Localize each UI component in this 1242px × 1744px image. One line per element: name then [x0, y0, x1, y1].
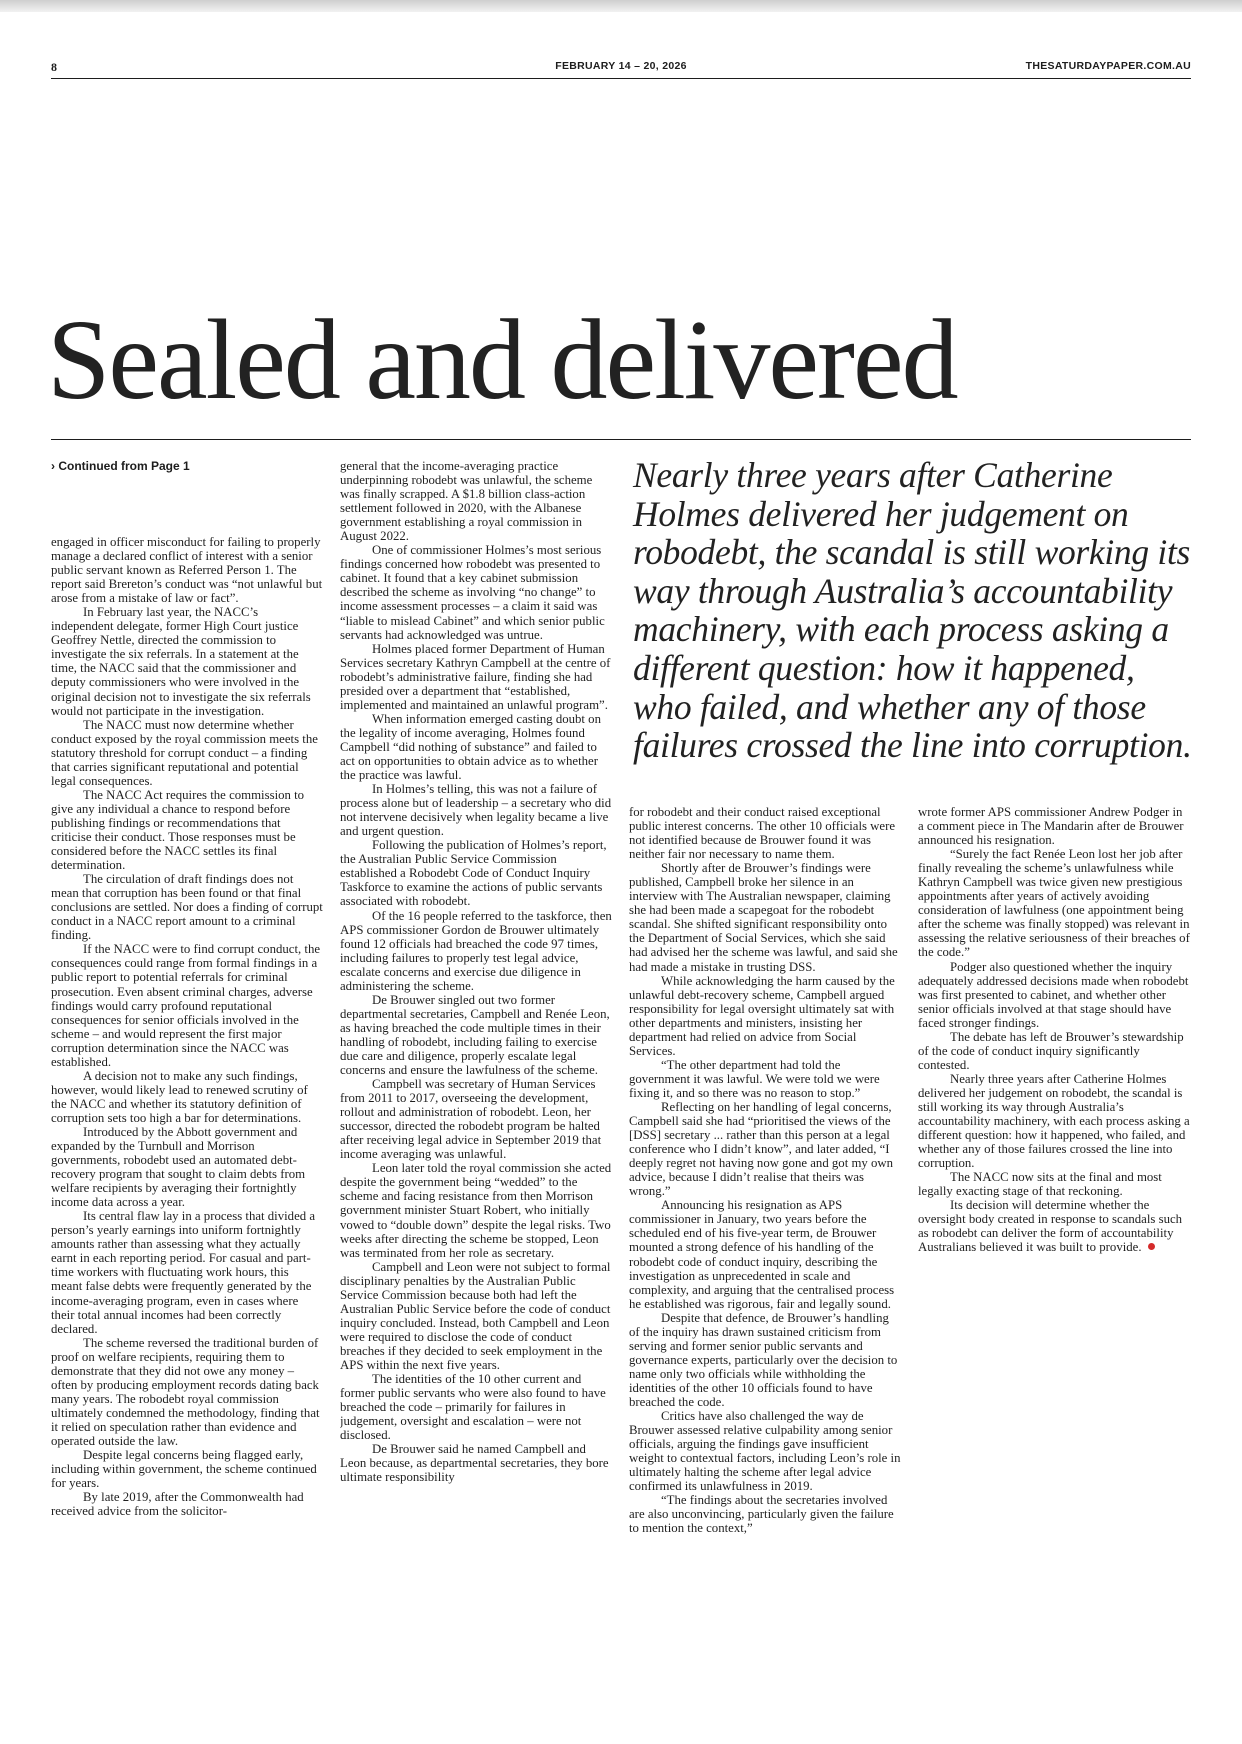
paragraph: Campbell and Leon were not subject to formal disciplinary penalties by the Australian Public Service Commission because both had left the Australian Public Service before the code of conduct inquiry concluded. Instead, both Campbell and Leon were required to disclose the code of conduct breaches if they decided to seek employment in the APS within the next five years.	[340, 1259, 611, 1372]
paragraph: Campbell was secretary of Human Services from 2011 to 2017, overseeing the development, rollout and administration of robodebt. Leon, her successor, directed the robodebt program be halted after receiving legal advice in September 2019 that income averaging was unlawful.	[340, 1077, 602, 1162]
paragraph: Podger also questioned whether the inquiry adequately addressed decisions made when robodebt was first presented to cabinet, and whether other senior officials involved at that stage should have faced stronger findings.	[918, 959, 1189, 1030]
pull-quote: Nearly three years after Catherine Holmes delivered her judgement on robodebt, the scandal is still working its way through Australia’s accountability machinery, with each process asking a different question: how it happened, who failed, and whether any of those failures crossed the line into corruption.	[633, 455, 1192, 766]
site-url[interactable]: THESATURDAYPAPER.COM.AU	[1025, 60, 1191, 72]
paragraph: De Brouwer singled out two former departmental secretaries, Campbell and Renée Leon, as having breached the code multiple times in their handling of robodebt, including failing to exercise due care and diligence, properly escalate legal concerns and ensure the lawfulness of the scheme.	[340, 992, 610, 1078]
paragraph: Holmes placed former Department of Human Services secretary Kathryn Campbell at the centre of robodebt’s administrative failure, finding she had presided over a department that “established, implemented and maintained an unlawful program”.	[340, 641, 611, 712]
paragraph: Announcing his resignation as APS commissioner in January, two years before the scheduled end of his five-year term, de Brouwer mounted a strong defence of his handling of the robodebt code of conduct inquiry, describing the investigation as unprecedented in scale and complexity, and arguing that the centralised process he established was rigorous, fair and legally sound.	[629, 1198, 895, 1311]
article-column-1	[51, 535, 323, 1710]
paragraph: Following the publication of Holmes’s report, the Australian Public Service Commission established a Robodebt Code of Conduct Inquiry Taskforce to examine the actions of public servants associated with robodebt.	[340, 838, 607, 909]
article-column-2	[340, 459, 612, 1710]
page-masthead	[51, 60, 1191, 76]
paragraph: While acknowledging the harm caused by the unlawful debt-recovery scheme, Campbell argued responsibility for legal oversight ultimately sat with other departments and ministers, insisting her department had relied on advice from Social Services.	[629, 973, 895, 1058]
paragraph: If the NACC were to find corrupt conduct, the consequences could range from formal findings in a public report to potential referrals for criminal prosecution. Even absent criminal charges, adverse findings would carry profound reputational consequences for senior officials involved in the scheme – and would represent the first major corruption determination since the NACC was established.	[51, 942, 321, 1069]
paragraph: wrote former APS commissioner Andrew Podger in a comment piece in The Mandarin after de Brouwer announced his resignation.	[918, 805, 1184, 848]
article-column-3	[629, 805, 901, 1710]
paragraph: Its central flaw lay in a process that divided a person’s yearly earnings into uniform fortnightly amounts rather than assessing what they actually earnt in each reporting period. For casual and part-time workers with fluctuating work hours, this meant false debts were frequently generated by the income-averaging program, even in cases where their total annual incomes had been correctly declared.	[51, 1209, 316, 1336]
paragraph: Reflecting on her handling of legal concerns, Campbell said she had “prioritised the views of the [DSS] secretary ... rather than this person at a legal conference who I didn’t know”, and later added, “I deeply regret not having now gone and got my own advice, because I didn’t realise that theirs was wrong.”	[629, 1099, 894, 1199]
masthead-rule	[51, 78, 1191, 79]
headline-rule	[51, 439, 1191, 440]
page-number: 8	[51, 60, 58, 74]
article-column-4	[918, 805, 1190, 1325]
article-headline: Sealed and delivered	[47, 296, 957, 423]
paragraph: “The findings about the secretaries involved are also unconvincing, particularly given the failure to mention the context,”	[629, 1493, 894, 1536]
paragraph: Nearly three years after Catherine Holmes delivered her judgement on robodebt, the scandal is still working its way through Australia’s accountability machinery, with each process asking a different question: how it happened, who failed, and whether any of those failures crossed the line into corruption.	[918, 1071, 1190, 1171]
paragraph: for robodebt and their conduct raised exceptional public interest concerns. The other 10 officials were not identified because de Brouwer found it was neither fair nor necessary to name them.	[629, 805, 896, 862]
final-paragraph-text: Its decision will determine whether the oversight body created in response to scandals such as robodebt can deliver the form of accountability Australians believed it was built to provide.	[918, 1198, 1183, 1255]
paragraph: The identities of the 10 other current and former public servants who were also found to have breached the code – primarily for failures in judgement, oversight and escalation – were not disclosed.	[340, 1372, 606, 1443]
paragraph: engaged in officer misconduct for failing to properly manage a declared conflict of interest with a senior public servant known as Referred Person 1. The report said Brereton’s conduct was “not unlawful but arose from a mistake of law or fact”.	[51, 535, 323, 606]
paragraph: The scheme reversed the traditional burden of proof on welfare recipients, requiring them to demonstrate that they did not owe any money – often by producing employment records dating back many years. The robodebt royal commission ultimately condemned the methodology, finding that it relied on speculation rather than evidence and operated outside the law.	[51, 1335, 320, 1448]
paragraph: Shortly after de Brouwer’s findings were published, Campbell broke her silence in an interview with The Australian newspaper, claiming she had been made a scapegoat for the robodebt scandal. She shifted significant responsibility onto the Department of Social Services, which she said had advised her the scheme was lawful, and said she had made a mistake in trusting DSS.	[629, 861, 898, 974]
paragraph: “The other department had told the government it was lawful. We were told we were fixing it, and so there was no reason to stop.”	[629, 1057, 880, 1100]
paragraph: By late 2019, after the Commonwealth had received advice from the solicitor-	[51, 1490, 304, 1519]
paragraph: The debate has left de Brouwer’s stewardship of the code of conduct inquiry significantly contested.	[918, 1029, 1184, 1072]
paragraph: One of commissioner Holmes’s most serious findings concerned how robodebt was presented to cabinet. It found that a key cabinet submission described the scheme as involving “no change” to income assessment processes – a claim it said was “liable to mislead Cabinet” and which senior public servants had acknowledged was untrue.	[340, 543, 605, 642]
paragraph: Despite legal concerns being flagged early, including within government, the scheme continued for years.	[51, 1448, 317, 1491]
paragraph: The NACC now sits at the final and most legally exacting stage of that reckoning.	[918, 1170, 1162, 1199]
end-of-article-dot-icon	[1148, 1243, 1155, 1250]
paragraph	[918, 1198, 1190, 1254]
continued-from-link[interactable]: › Continued from Page 1	[51, 459, 190, 473]
top-shadow-band	[0, 0, 1242, 12]
paragraph: In Holmes’s telling, this was not a failure of process alone but of leadership – a secretary who did not intervene decisively when legality became a live and urgent question.	[340, 782, 612, 839]
paragraph: When information emerged casting doubt on the legality of income averaging, Holmes found Campbell “did nothing of substance” and failed to act on opportunities to obtain advice as to whether the practice was lawful.	[340, 711, 601, 783]
paragraph: The NACC Act requires the commission to give any individual a chance to respond before publishing findings or recommendations that criticise their conduct. Those responses must be considered before the NACC settles its final determination.	[51, 787, 305, 873]
paragraph: A decision not to make any such findings, however, would likely lead to renewed scrutiny of the NACC and whether its statutory definition of corruption sets too high a bar for determinations.	[51, 1068, 308, 1125]
issue-date: FEBRUARY 14 – 20, 2026	[555, 60, 687, 72]
paragraph: In February last year, the NACC’s independent delegate, former High Court justice Geoffrey Nettle, directed the commission to investigate the six referrals. In a statement at the time, the NACC said that the commissioner and deputy commissioners who were involved in the original decision not to investigate the six referrals would not participate in the investigation.	[51, 605, 311, 718]
paragraph: The circulation of draft findings does not mean that corruption has been found or that final conclusions are settled. Nor does a finding of corrupt conduct in a NACC report amount to a criminal finding.	[51, 872, 323, 943]
paragraph: Leon later told the royal commission she acted despite the government being “wedded” to the scheme and facing resistance from then Morrison government minister Stuart Robert, who initially vowed to “double down” despite the legal risks. Two weeks after directing the scheme be stopped, Leon was terminated from her role as secretary.	[340, 1161, 612, 1260]
paragraph: Critics have also challenged the way de Brouwer assessed relative culpability among senior officials, arguing the findings gave insufficient weight to contextual factors, including Leon’s role in ultimately halting the scheme after legal advice confirmed its unlawfulness in 2019.	[629, 1409, 901, 1494]
paragraph: De Brouwer said he named Campbell and Leon because, as departmental secretaries, they bore ultimate responsibility	[340, 1442, 609, 1485]
paragraph: Of the 16 people referred to the taskforce, then APS commissioner Gordon de Brouwer ultimately found 12 officials had breached the code 97 times, including failures to properly test legal advice, escalate concerns and exercise due diligence in administering the scheme.	[340, 908, 612, 993]
paragraph: Despite that defence, de Brouwer’s handling of the inquiry has drawn sustained criticism from serving and former senior public servants and governance experts, particularly over the decision to name only two officials while withholding the identities of the other 10 officials found to have breached the code.	[629, 1310, 898, 1409]
paragraph: The NACC must now determine whether conduct exposed by the royal commission meets the statutory threshold for corrupt conduct – a finding that carries significant reputational and potential legal consequences.	[51, 717, 318, 788]
paragraph: Introduced by the Abbott government and expanded by the Turnbull and Morrison governments, robodebt used an automated debt-recovery program that sought to claim debts from welfare recipients by averaging their fortnightly income data across a year.	[51, 1124, 306, 1210]
paragraph: “Surely the fact Renée Leon lost her job after finally revealing the scheme’s unlawfulness while Kathryn Campbell was twice given new prestigious appointments after years of actively avoiding consideration of lawfulness (one appointment being after the scheme was finally stopped) was relevant in assessing the relative seriousness of their breaches of the code.”	[918, 847, 1190, 960]
paragraph: general that the income-averaging practice underpinning robodebt was unlawful, the scheme was finally scrapped. A $1.8 billion class-action settlement followed in 2020, with the Albanese government establishing a royal commission in August 2022.	[340, 459, 593, 544]
